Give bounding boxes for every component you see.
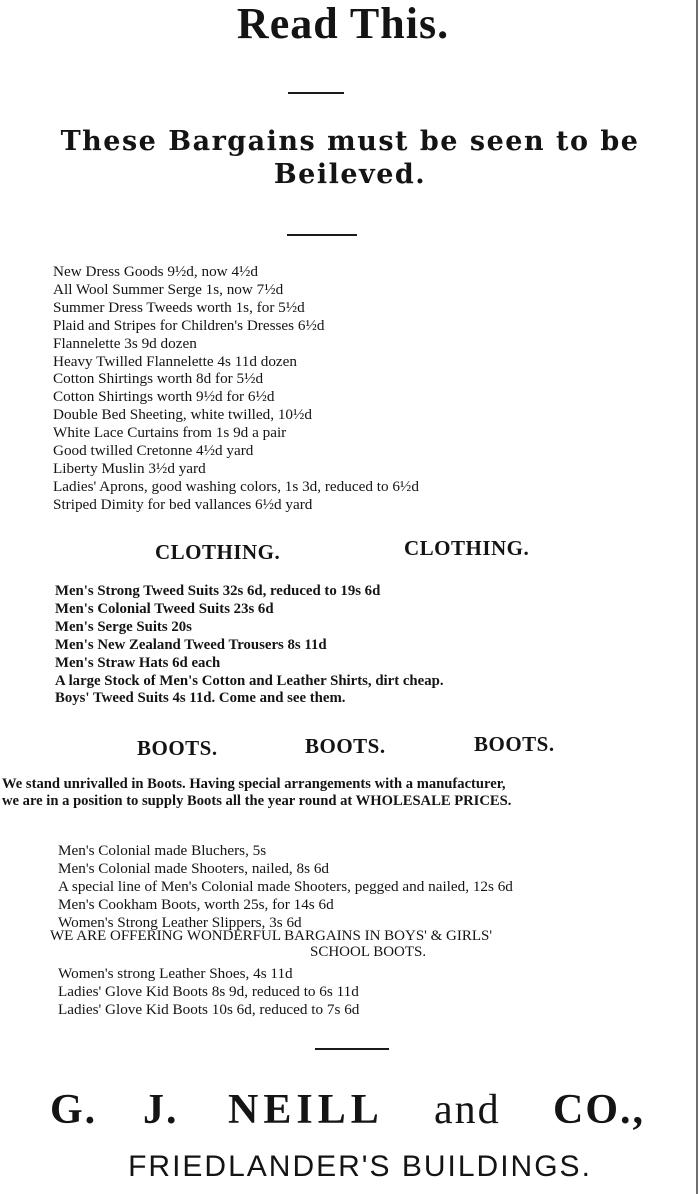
headline: Read This. [236,0,450,48]
list-item: Men's Strong Tweed Suits 32s 6d, reduced to 19s 6d [55,583,381,599]
firm-surname: NEILL [228,1087,384,1133]
list-item: New Dress Goods 9½d, now 4½d [53,263,259,280]
list-item: Men's New Zealand Tweed Trousers 8s 11d [55,636,327,653]
list-item: Ladies' Aprons, good washing colors, 1s 3d, reduced to 6½d [53,477,419,495]
offer-line-2: SCHOOL BOOTS. [310,944,427,960]
boots-list-a [58,842,513,932]
boots-heading-2: BOOTS. [305,734,386,758]
list-item: Women's strong Leather Shoes, 4s 11d [58,965,293,982]
list-item: Cotton Shirtings worth 8d for 5½d [53,370,264,388]
list-item: A large Stock of Men's Cotton and Leather Shirts, dirt cheap. [55,672,444,689]
drapery-list [53,263,419,514]
boots-intro-line-1: We stand unrivalled in Boots. Having special arrangements with a manufacturer, [2,776,506,792]
list-item: Men's Colonial Tweed Suits 23s 6d [55,600,274,617]
list-item: Summer Dress Tweeds worth 1s, for 5½d [53,298,305,316]
list-item: Men's Cookham Boots, worth 25s, for 14s 6d [58,895,334,913]
list-item: Women's Strong Leather Slippers, 3s 6d [58,913,302,931]
list-item: Men's Serge Suits 20s [55,618,192,635]
address: FRIEDLANDER'S BUILDINGS. [128,1150,592,1183]
boots-list-b [58,965,359,1019]
divider-3 [315,1048,389,1050]
list-item: White Lace Curtains from 1s 9d a pair [53,424,287,442]
list-item: Liberty Muslin 3½d yard [53,459,206,477]
offer-line-1: WE ARE OFFERING WONDERFUL BARGAINS IN BOYS' & GIRLS' [50,928,493,944]
list-item: Good twilled Cretonne 4½d yard [53,442,254,460]
subheading-line-2: Beileved. [273,159,427,190]
list-item: A special line of Men's Colonial made Shooters, pegged and nailed, 12s 6d [58,877,513,895]
firm-initial-1: G. [50,1087,98,1133]
list-item: Boys' Tweed Suits 4s 11d. Come and see them. [55,690,346,707]
list-item: Plaid and Stripes for Children's Dresses 6½d [53,316,325,334]
list-item: All Wool Summer Serge 1s, now 7½d [53,280,284,298]
firm-co: CO., [553,1087,645,1133]
list-item: Heavy Twilled Flannelette 4s 11d dozen [53,352,297,370]
clothing-list [55,583,444,708]
list-item: Men's Colonial made Shooters, nailed, 8s 6d [58,859,330,877]
clothing-heading-left: CLOTHING. [155,540,281,564]
subheading-line-1: These Bargains must be seen to be [60,126,640,157]
list-item: Double Bed Sheeting, white twilled, 10½d [53,406,312,424]
firm-and: and [434,1087,501,1133]
boots-heading-3: BOOTS. [474,732,555,756]
school-boots-offer [50,928,492,960]
clothing-heading-right: CLOTHING. [404,536,530,560]
boots-intro-line-2: we are in a position to supply Boots all the year round at WHOLESALE PRICES. [2,793,512,809]
list-item: Ladies' Glove Kid Boots 8s 9d, reduced to 6s 11d [58,982,359,1000]
list-item: Flannelette 3s 9d dozen [53,334,197,352]
list-item: Men's Straw Hats 6d each [55,654,221,671]
divider-2 [287,234,357,236]
list-item: Cotton Shirtings worth 9½d for 6½d [53,388,275,406]
boots-heading-1: BOOTS. [137,736,218,760]
list-item: Ladies' Glove Kid Boots 10s 6d, reduced to 7s 6d [58,1000,360,1018]
divider-1 [288,92,344,94]
firm-initial-2: J. [143,1087,179,1133]
list-item: Striped Dimity for bed vallances 6½d yard [53,495,313,513]
list-item: Men's Colonial made Bluchers, 5s [58,842,267,859]
